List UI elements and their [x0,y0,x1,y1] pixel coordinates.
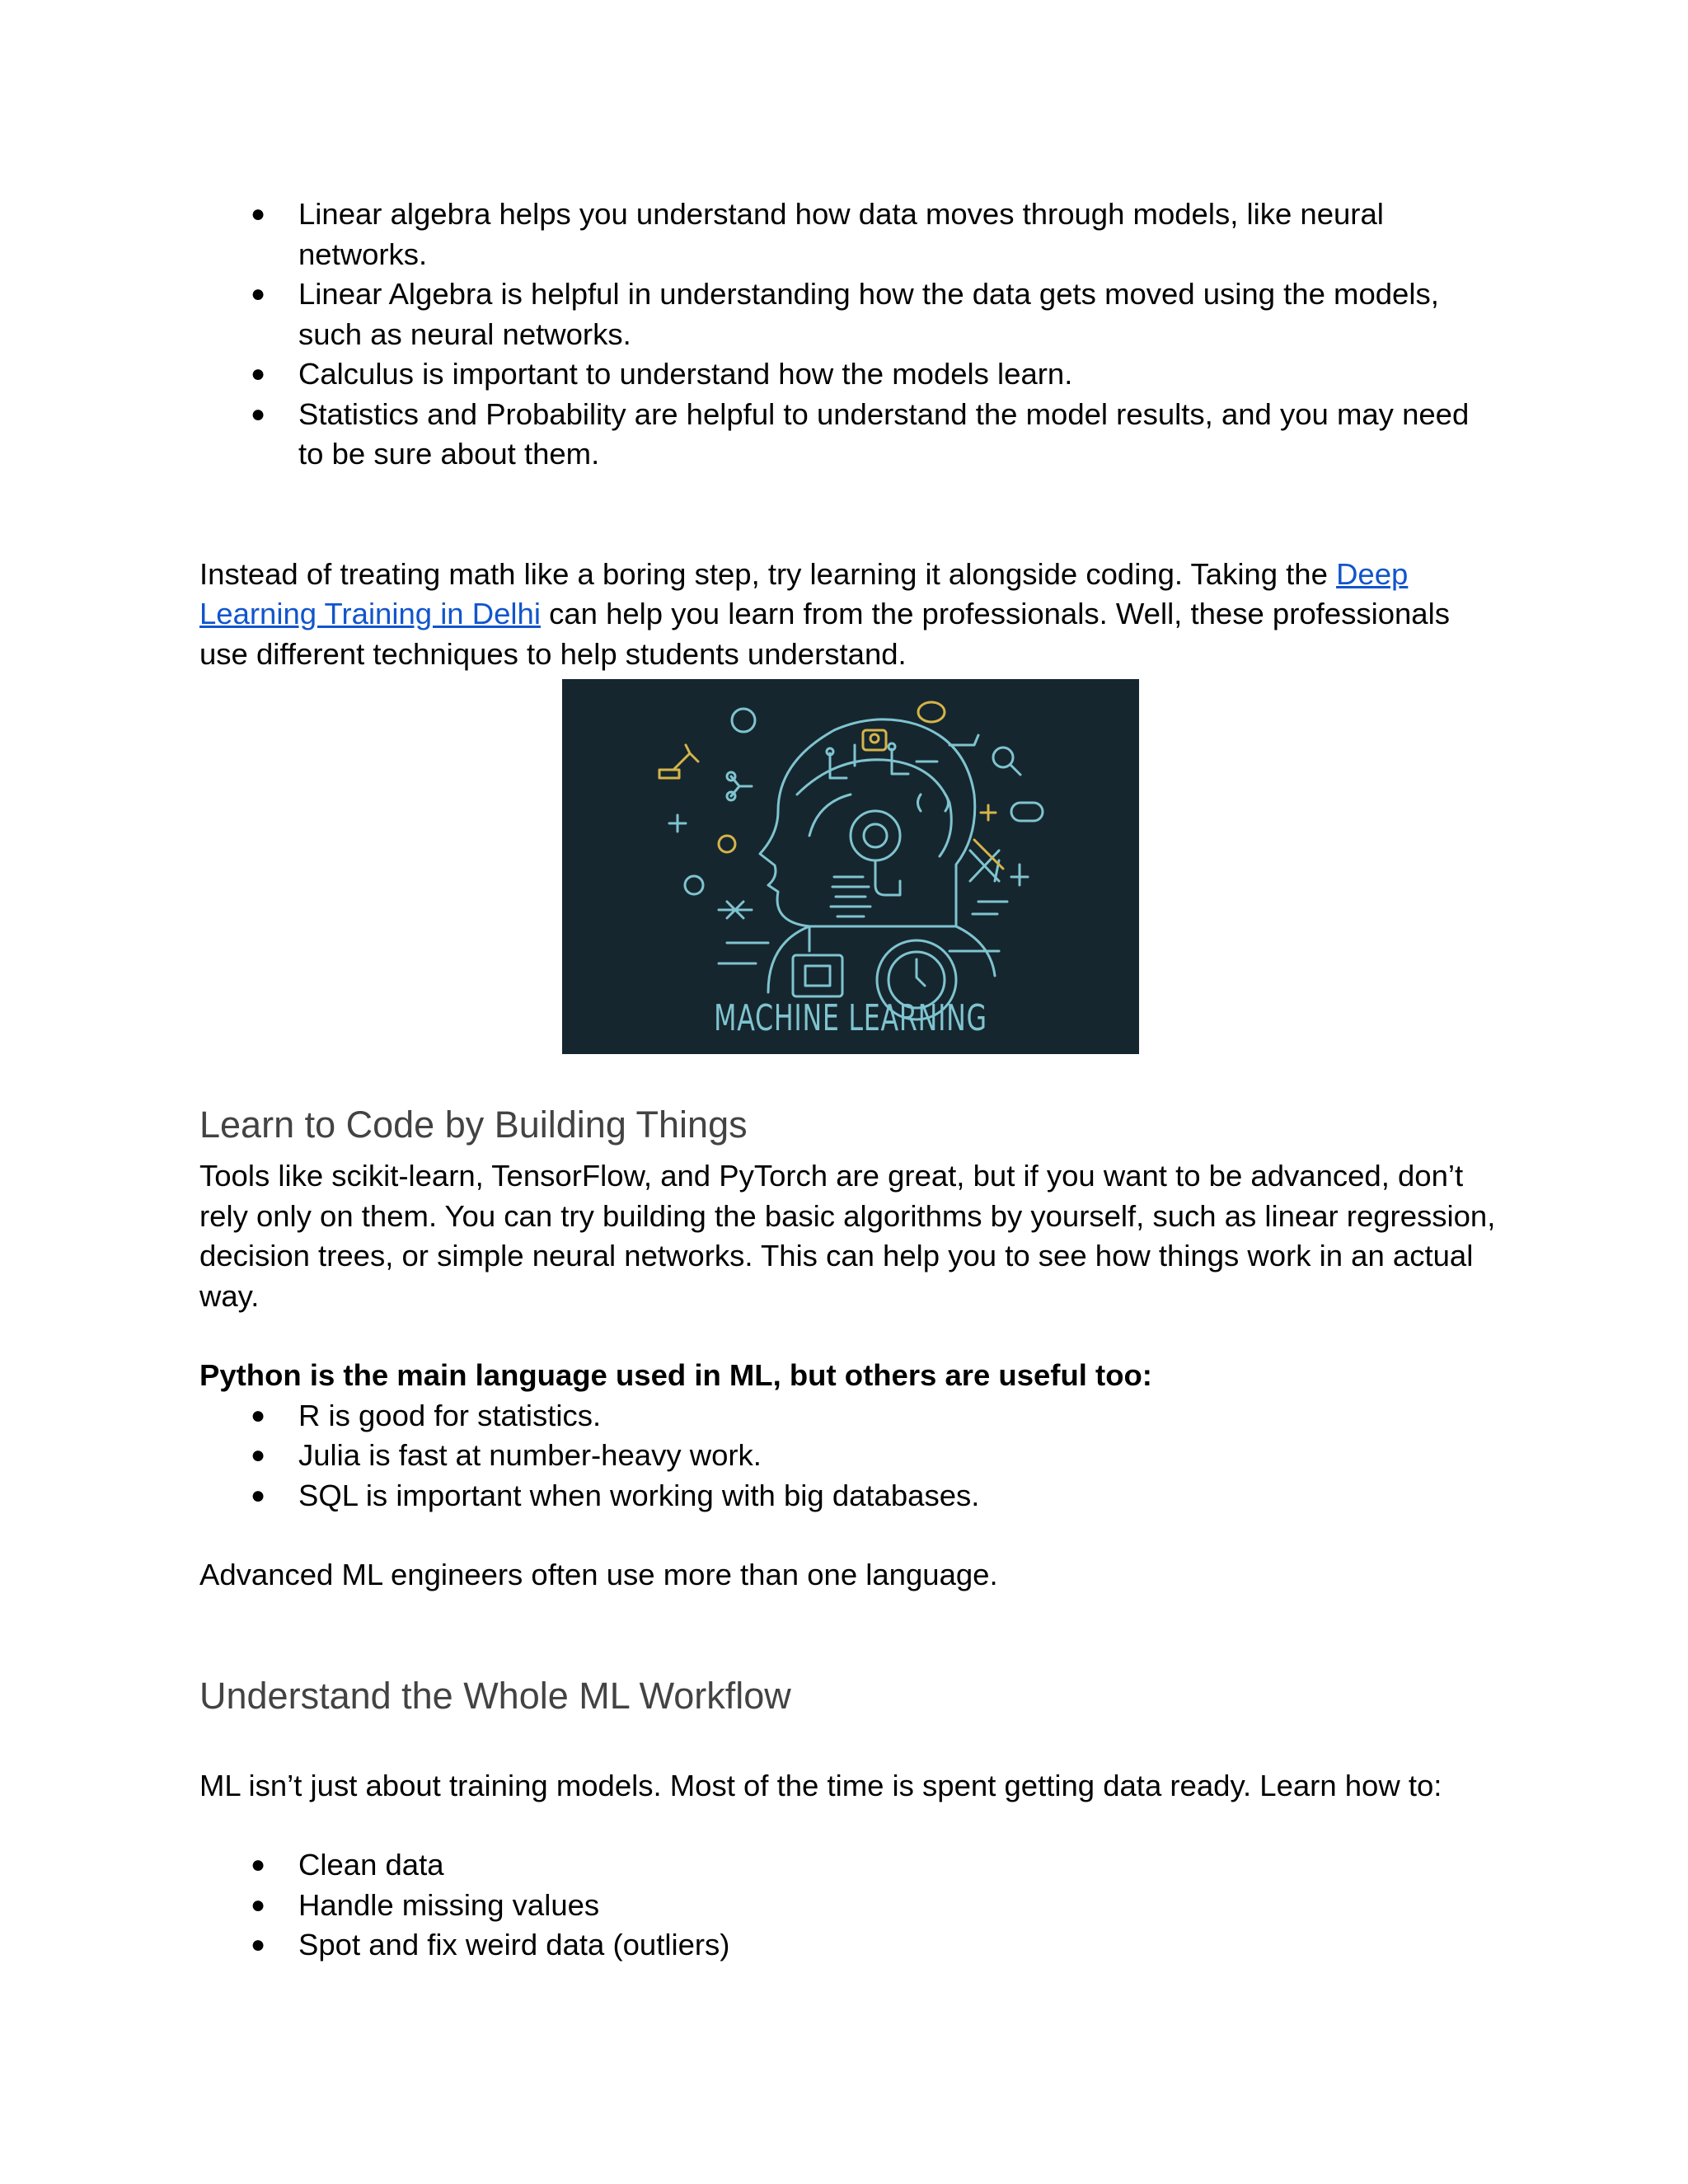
section-heading-ml-workflow: Understand the Whole ML Workflow [199,1674,791,1717]
math-bullet-list [199,194,1502,475]
document-content [199,194,1502,1966]
list-item: ● Clean data [199,1845,1502,1886]
section-heading-learn-to-code: Learn to Code by Building Things [199,1104,748,1146]
languages-lead: Python is the main language used in ML, but others are useful too: [199,1358,1152,1392]
workflow-bullet-list [199,1845,1502,1966]
list-item: ● Spot and fix weird data (outliers) [199,1925,1502,1966]
list-item: ● Julia is fast at number-heavy work. [199,1436,1502,1476]
deep-learning-training-link[interactable]: Deep Learning Training in Delhi [199,556,1409,630]
figure-caption: MACHINE LEARNING [714,997,987,1039]
list-item: ● SQL is important when working with big databases. [199,1476,1502,1516]
languages-bullet-list [199,1396,1502,1516]
list-item: ● Handle missing values [199,1886,1502,1926]
list-item: ● Calculus is important to understand how the models learn. [199,354,1502,395]
list-item: ● Statistics and Probability are helpful to understand the model results, and you may need to be sure about them. [199,395,1502,475]
list-item: ● Linear algebra helps you understand how data moves through models, like neural networks. [199,194,1502,274]
machine-learning-illustration [562,679,1139,1054]
languages-closing: Advanced ML engineers often use more than one language. [199,1558,998,1591]
intro-paragraph [199,555,1502,675]
list-item: ● R is good for statistics. [199,1396,1502,1436]
intro-text-before: Instead of treating math like a boring step, try learning it alongside coding. Taking the [199,556,1337,591]
list-item: ● Linear Algebra is helpful in understanding how the data gets moved using the models, such as neural networks. [199,274,1502,354]
section2-paragraph: ML isn’t just about training models. Most of the time is spent getting data ready. Learn how to: [199,1768,1442,1802]
section1-paragraph: Tools like scikit-learn, TensorFlow, and PyTorch are great, but if you want to be advanced, don’t rely only on them. You can try building the basic algorithms by yourself, such as linear regression, decision trees, or simple neural networks. This can help you to see how things work in an actual way. [199,1159,1496,1313]
intro-text-after: can help you learn from the professionals. Well, these professionals use different techniques to help students understand. [199,597,1450,671]
